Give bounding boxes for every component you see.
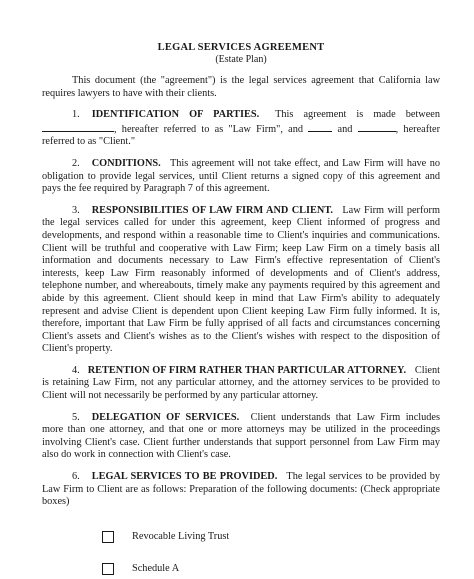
party-blank-3[interactable] bbox=[358, 122, 396, 132]
intro-text: This document (the "agreement") is the legal services agreement that California law requires lawyers to have with their clients. bbox=[42, 75, 440, 99]
section-6-heading: LEGAL SERVICES TO BE PROVIDED. bbox=[91, 471, 278, 483]
intro-paragraph bbox=[42, 75, 440, 100]
section-2-heading: CONDITIONS. bbox=[91, 157, 161, 169]
section-1-text-b: , hereafter referred to as "Law Firm", and bbox=[114, 123, 304, 135]
section-3-text: Law Firm will perform the legal services called for under this agreement, keep Client informed of progress and developments, and respond within a reasonable time to Client's inquiries and communications. Client will be truthful and cooperative with Law Firm; keep Law Firm on a timely basis all information and documents necessary to Law Firm's effective representation of Client's interests, keep Law Firm reasonably informed of developments and of Client's address, telephone number, and whereabouts, timely make any payments required by this agreement and abide by this agreement. Client should keep in mind that Law Firm's ability to adequately represent and advise Client is dependent upon Client keeping Law Firm fully informed. It is, therefore, important that Law Firm be fully apprised of all facts and circumstances concerning Client's assets and Client's wishes as to the Client's wishes with respect to the disposition of Client's property. bbox=[42, 204, 440, 355]
section-6-text: The legal services to be provided by Law Firm to Client are as follows: Preparation of the following documents: (Check appropriate boxes) bbox=[42, 471, 440, 508]
document-subtitle: (Estate Plan) bbox=[215, 54, 267, 65]
checkbox-row-revocable-living-trust[interactable] bbox=[102, 527, 440, 547]
section-3 bbox=[42, 205, 440, 356]
section-1-heading: IDENTIFICATION OF PARTIES. bbox=[91, 109, 260, 121]
section-5-text: Client understands that Law Firm includes more than one attorney, and that one or more attorneys may be utilized in the proceedings involving Client's case. Client further understands that support personnel from Law Firm may also do work in connection with Client's case. bbox=[42, 411, 441, 461]
section-5 bbox=[42, 412, 440, 462]
section-1-text-a: This agreement is made between bbox=[275, 109, 441, 121]
section-2 bbox=[42, 158, 440, 196]
section-5-heading: DELEGATION OF SERVICES. bbox=[91, 411, 240, 423]
revocable-living-trust-label: Revocable Living Trust bbox=[132, 531, 230, 543]
section-3-heading: RESPONSIBILITIES OF LAW FIRM AND CLIENT. bbox=[91, 204, 333, 216]
section-3-number: 3. bbox=[72, 204, 80, 216]
section-2-number: 2. bbox=[72, 157, 80, 169]
section-1-text-d: , hereafter referred to as "Client." bbox=[42, 123, 440, 148]
revocable-living-trust-checkbox[interactable] bbox=[102, 531, 114, 543]
schedule-a-checkbox[interactable] bbox=[102, 563, 114, 575]
section-5-number: 5. bbox=[72, 411, 80, 423]
section-4 bbox=[42, 365, 440, 403]
party-blank-1[interactable] bbox=[42, 122, 114, 132]
section-6-number: 6. bbox=[72, 471, 80, 483]
section-4-number: 4. bbox=[72, 364, 80, 376]
section-6 bbox=[42, 471, 440, 509]
schedule-a-label: Schedule A bbox=[132, 563, 180, 575]
party-blank-2[interactable] bbox=[308, 122, 332, 132]
section-1 bbox=[42, 109, 440, 149]
section-1-text-c: and bbox=[337, 123, 353, 135]
section-4-text: Client is retaining Law Firm, not any particular attorney, and the attorney services to be provided to Client will not necessarily be performed by any particular attorney. bbox=[42, 364, 441, 402]
section-2-text: This agreement will not take effect, and Law Firm will have no obligation to provide legal services, until Client returns a signed copy of this agreement and pays the fee required by Paragraph 7 of this agreement. bbox=[42, 157, 440, 195]
section-4-heading: RETENTION OF FIRM RATHER THAN PARTICULAR ATTORNEY. bbox=[87, 364, 407, 376]
section-1-number: 1. bbox=[72, 109, 80, 121]
document-title: LEGAL SERVICES AGREEMENT bbox=[157, 42, 325, 53]
